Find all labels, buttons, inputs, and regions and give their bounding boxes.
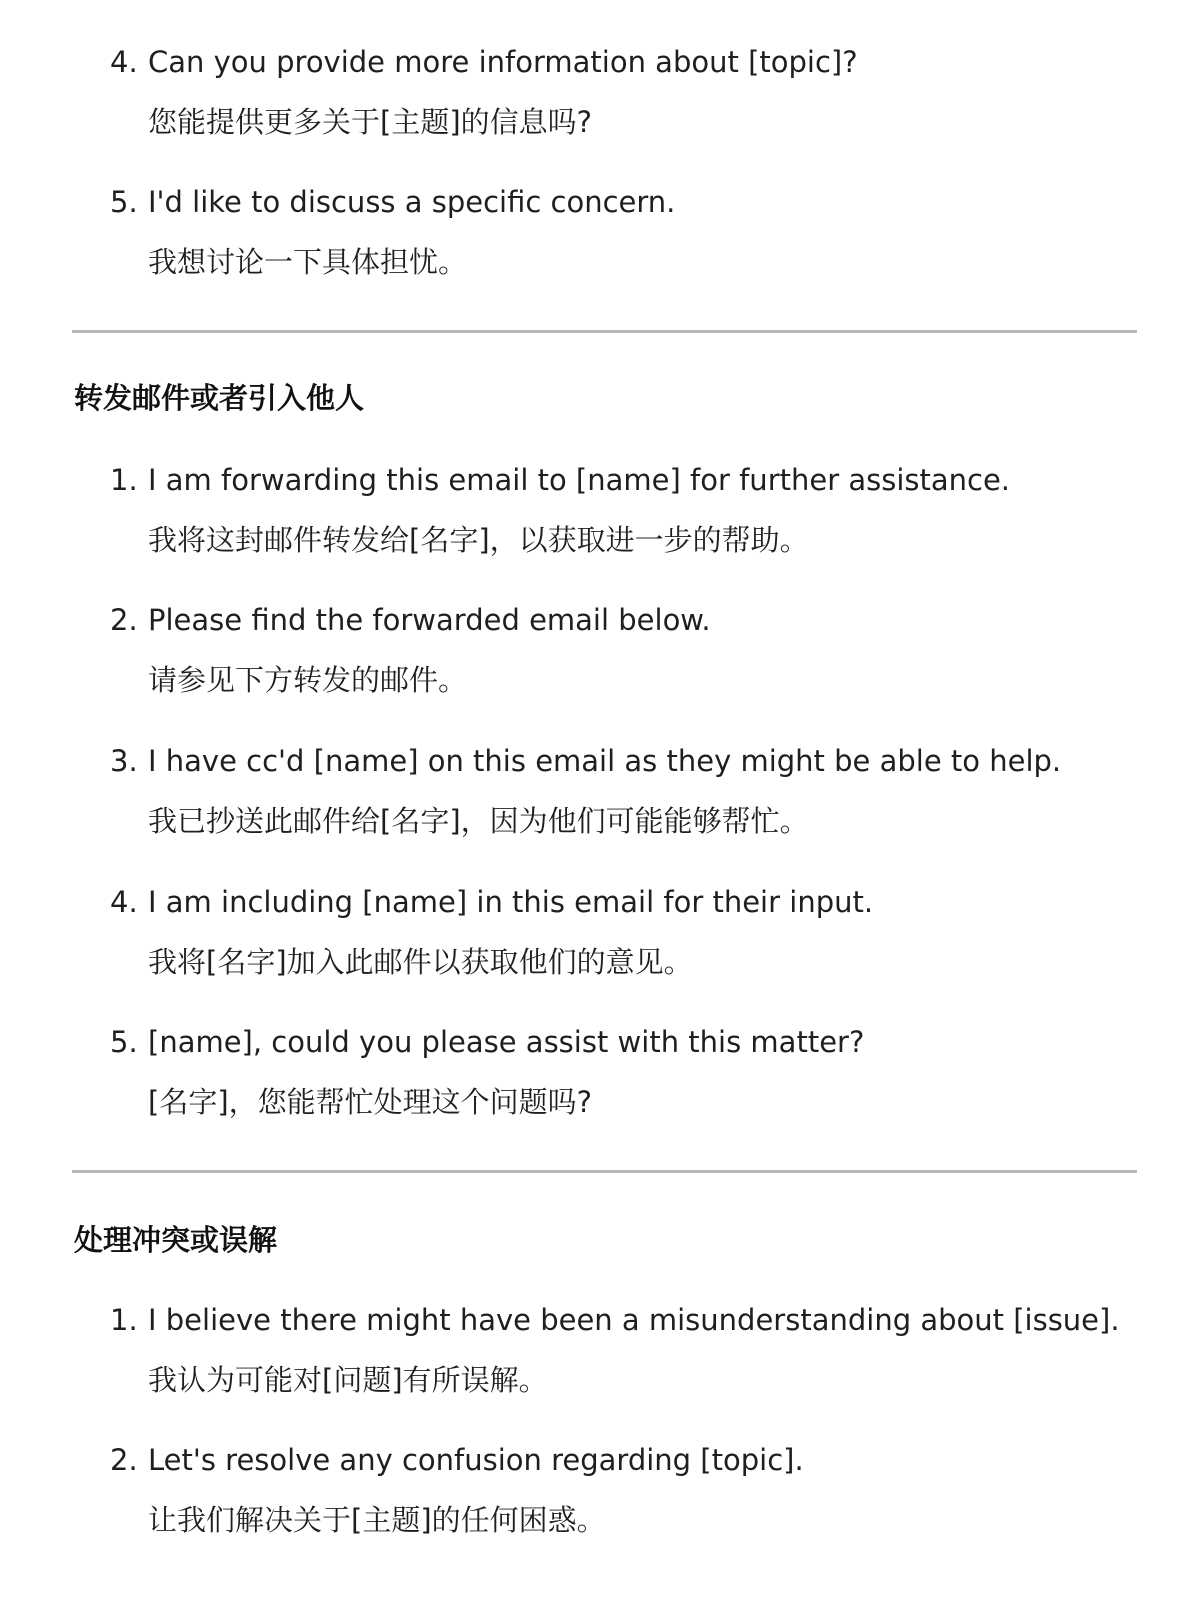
item-chinese: 请参见下方转发的邮件。	[148, 663, 468, 697]
item-chinese: 您能提供更多关于[主题]的信息吗?	[148, 105, 593, 139]
item-english: Can you provide more information about [topic]?	[148, 45, 858, 79]
item-english: Please find the forwarded email below.	[148, 603, 711, 637]
item-chinese: 我已抄送此邮件给[名字]，因为他们可能能够帮忙。	[148, 804, 809, 838]
item-chinese: 我想讨论一下具体担忧。	[148, 245, 468, 279]
item-number: 4.	[110, 885, 138, 919]
item-english: I'd like to discuss a specific concern.	[148, 185, 676, 219]
item-english: [name], could you please assist with this matter?	[148, 1025, 865, 1059]
item-english: I have cc'd [name] on this email as they might be able to help.	[148, 744, 1062, 778]
item-english: I am including [name] in this email for their input.	[148, 885, 874, 919]
item-english: I believe there might have been a misunderstanding about [issue].	[148, 1303, 1120, 1337]
section-heading: 处理冲突或误解	[74, 1223, 278, 1257]
item-english: I am forwarding this email to [name] for further assistance.	[148, 463, 1011, 497]
item-number: 1.	[110, 1303, 138, 1337]
item-chinese: 让我们解决关于[主题]的任何困惑。	[148, 1503, 606, 1537]
item-number: 5.	[110, 1025, 138, 1059]
section-heading: 转发邮件或者引入他人	[74, 381, 365, 415]
item-english: Let's resolve any confusion regarding [topic].	[148, 1443, 804, 1477]
item-chinese: 我将[名字]加入此邮件以获取他们的意见。	[148, 945, 693, 979]
item-number: 1.	[110, 463, 138, 497]
item-number: 2.	[110, 1443, 138, 1477]
item-chinese: [名字]，您能帮忙处理这个问题吗?	[148, 1085, 593, 1119]
item-number: 3.	[110, 744, 138, 778]
item-number: 5.	[110, 185, 138, 219]
item-chinese: 我将这封邮件转发给[名字]，以获取进一步的帮助。	[148, 523, 809, 557]
section-divider	[72, 330, 1137, 333]
item-number: 2.	[110, 603, 138, 637]
item-number: 4.	[110, 45, 138, 79]
section-divider	[72, 1170, 1137, 1173]
item-chinese: 我认为可能对[问题]有所误解。	[148, 1363, 548, 1397]
